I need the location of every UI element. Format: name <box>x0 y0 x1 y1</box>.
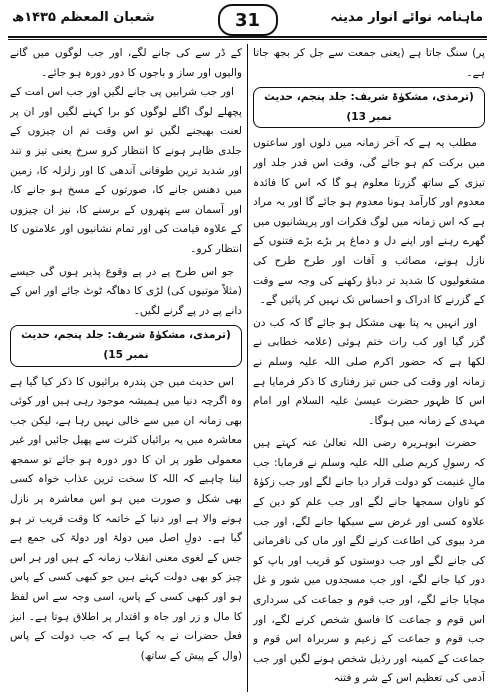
paragraph: حضرت ابوہریرہ رضی اللہ تعالیٰ عنہ کہتے ہیں کہ رسولِ کریم صلی اللہ علیہ وسلم نے فرمایا: جب مالِ غنیمت کو دولت قرار دیا جانے لگے اور جب زکوٰۃ کو تاوان سمجھا جانے لگے اور جب علم کو دین کے علاوہ کسی اور غرض سے سیکھا جانے لگے، اور جب مرد بیوی کی اطاعت کرنے لگے اور ماں کی نافرمانی کی جانے لگے اور جب دوستوں کو قریب اور باپ کو دور کیا جانے لگے، اور جب مسجدوں میں شور و غل مچایا جانے لگے، اور جب قوم و جماعت کی سرداری اس قوم و جماعت کا فاسق شخص کرنے لگے، اور جب قوم و جماعت کے زعیم و سربراہ اس قوم و جماعت کے کمینہ اور رذیل شخص ہونے لگیں اور جب آدمی کی تعظیم اس کے شر و فتنہ <box>253 437 485 685</box>
paragraph: مطلب یہ ہے کہ آخر زمانہ میں دلوں اور ساعتوں میں برکت کم ہو جائے گی، وقت اس قدر جلد اور تیزی کے ساتھ گزرتا معلوم ہو گا کہ اس کا فائدہ معدوم اور کارآمد ہونا معدوم ہو جائے گا اور یہ مراد ہے کہ اس زمانہ میں لوگ فکرات اور پریشانیوں میں گھرے رہنے اور اپنے دل و دماغ پر بڑے بڑے فتنوں کے نازل ہونے، مصائب و آفات اور طرح طرح کی مشغولیوں کا شدید تر دباؤ رکھنے کی وجہ سے وقت کے گزرنے کا ادراک و احساس تک نہیں کر پائیں گے۔ <box>253 137 485 307</box>
issue-date: شعبان المعظم ۱۴۳۵ھ <box>12 10 155 25</box>
header-rule-thin <box>8 39 487 40</box>
column-divider <box>247 44 248 692</box>
left-column <box>10 44 242 694</box>
page-header <box>8 4 487 34</box>
paragraph: اور انہیں یہ پتا بھی مشکل ہو جائے گا کہ کب دن گزر گیا اور کب رات ختم ہوئی (علامہ خطابی نے لکھا ہے کہ حضور اکرم صلی اللہ علیہ وسلم نے زمانہ اور وقت کی جس تیز رفتاری کا ذکر فرمایا ہے اس کا ظہور حضرت عیسیٰ علیہ السلام اور امام مہدی کے زمانہ میں ہوگا۔ <box>253 316 485 427</box>
paragraph: اور جب شرابیں پی جانے لگیں اور جب اس امت کے پچھلے لوگ اگلے لوگوں کو برا کہنے لگیں اور ان پر لعنت بھیجنے لگیں تو اس وقت تم ان چیزوں کے جلدی ظاہر ہونے کا انتظار کرو سرخ یعنی تیز و تند اور شدید ترین طوفانی آندھی کا اور زلزلہ کا، زمین میں دھنس جانے کا، صورتوں کے مسخ ہو جانے کا، اور آسمان سے پتھروں کے برسنے کا، نیز ان چیزوں کے علاوہ قیامت کی اور تمام نشانیوں اور علامتوں کا انتظار کرو۔ <box>10 86 242 255</box>
magazine-title: ماہنامہ نوائے انوار مدینہ <box>330 10 483 25</box>
right-column <box>253 44 485 694</box>
continued-text: کے ڈر سے کی جانے لگے، اور جب لوگوں میں گانے والیوں اور ساز و باجوں کا دور دورہ ہو جائے۔ <box>10 47 242 79</box>
page-number: 31 <box>218 4 278 36</box>
hadith-reference: (ترمذی، مشکوٰۃ شریف: جلد پنجم، حدیث نمبر 13) <box>253 87 485 128</box>
paragraph: اس حدیث میں جن پندرہ برائیوں کا ذکر کیا گیا ہے وہ اگرچہ دنیا میں ہمیشہ موجود رہی ہیں اور کوئی بھی زمانہ ان میں سے خالی نہیں رہا ہے، لیکن جب معاشرہ میں یہ برائیاں کثرت سے پھیل جائیں اور غیر معمولی طور پر ان کا دور دورہ ہو جائے تو سمجھ لینا چاہیے کہ اللہ کا سخت ترین عذاب خواہ کسی بھی شکل و صورت میں ہو اس معاشرہ پر نازل ہونے والا ہے اور دنیا کے خاتمہ کا وقت قریب تر ہو گیا ہے۔ دولِ اصل میں دولۃ اور دولۃ کی جمع ہے جس کے لغوی معنی انقلاب زمانہ کے ہیں اور ہر اس چیز کو بھی دولت کہتے ہیں جو کبھی کسی کے پاس ہو اور کبھی کسی کے پاس، اسی وجہ سے اس لفظ کا مال و زر اور جاہ و اقتدار پر اطلاق ہوتا ہے۔ انیز فعل حضرات نے یہ کہا ہے کہ جب دولت کے پاس (وال کے پیش کے ساتھ) <box>10 375 242 662</box>
header-rule <box>8 36 487 38</box>
hadith-reference: (ترمذی، مشکوٰۃ شریف: جلد پنجم، حدیث نمبر 15) <box>10 325 242 366</box>
continued-text: پر) سنگ جاتا ہے (یعنی جمعت سے جل کر بجھ جاتا ہے۔ <box>253 47 485 79</box>
paragraph: جو اس طرح پے در پے وقوع پذیر ہوں گی جیسے (مثلاً موتیوں کی) لڑی کا دھاگہ ٹوٹ جائے اور اس کے دانے پے در پے گرنے لگیں۔ <box>10 265 242 317</box>
